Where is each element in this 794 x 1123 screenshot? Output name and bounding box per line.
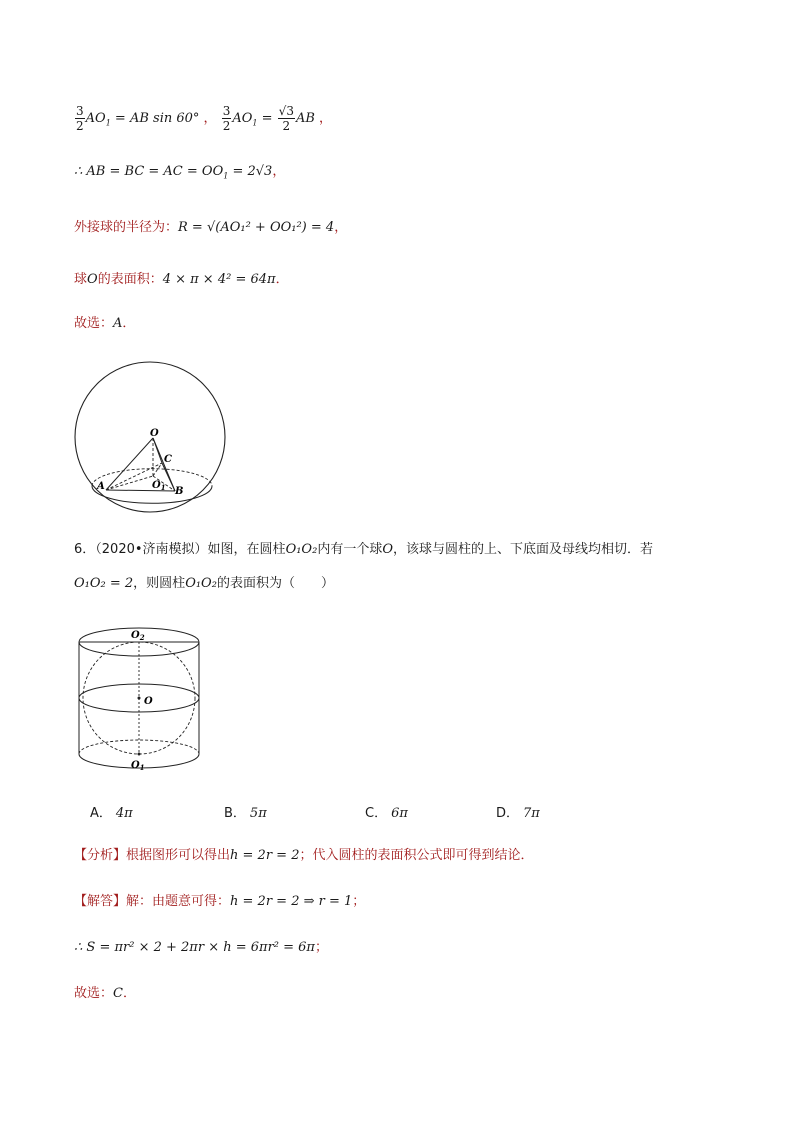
option-a[interactable]: A． 4π — [90, 806, 133, 821]
label-O: O — [144, 696, 153, 707]
option-d[interactable]: D． 7π — [496, 806, 540, 821]
equator-front — [79, 698, 199, 712]
solution-line-2: ∴ S = πr² × 2 + 2πr × h = 6πr² = 6π； — [74, 940, 328, 955]
problem-6-line-1: 6．（2020•济南模拟）如图，在圆柱O₁O₂内有一个球O，该球与圆柱的上、下底面及母线均相切．若 — [74, 542, 654, 557]
sphere-figure — [70, 356, 235, 516]
option-b[interactable]: B． 5π — [224, 806, 267, 821]
solution-line-3: 故选：C． — [74, 986, 136, 1001]
segment-AO — [106, 438, 153, 490]
label-B: B — [175, 486, 184, 497]
cylinder-figure — [70, 620, 210, 780]
fraction-sqrt3-2: $\frac{√3}{2}$ — [278, 104, 294, 133]
problem-6-line-2: O₁O₂ = 2，则圆柱O₁O₂的表面积为（ ） — [74, 576, 334, 591]
analysis-tag: 【分析】 — [74, 848, 127, 863]
fraction-3-2-b: $\frac{3}{2}$ — [222, 104, 231, 133]
fraction-3-2: $\frac{3}{2}$ — [76, 104, 84, 133]
analysis-line: 【分析】根据图形可以得出h = 2r = 2；代入圆柱的表面积公式即可得到结论． — [74, 848, 534, 863]
work-line-1: $\frac{3}{2}$ $AO_1$ = AB sin 60° ， $\frac{3}{2}$ $AO_1$ = $\frac{√3}{2}$ AB ， — [76, 104, 333, 133]
label-O2: $O_2$ — [131, 630, 145, 642]
label-C: C — [164, 454, 172, 465]
label-A: A — [97, 481, 105, 492]
label-O1: $O_1$ — [131, 760, 145, 772]
label-O1: $O_1$ — [152, 480, 166, 492]
label-O: O — [150, 428, 159, 439]
center-point — [138, 697, 141, 700]
work-line-2: ∴ AB = BC = AC = $OO_1 = 2√3$， — [74, 164, 286, 181]
option-c[interactable]: C． 6π — [365, 806, 408, 821]
work-line-5: 故选：A． — [74, 316, 136, 331]
work-line-4: 球O的表面积：4 × π × 4² = 64π． — [74, 272, 289, 287]
work-line-3: 外接球的半径为：R = √(AO₁² + OO₁²) = 4， — [74, 220, 348, 235]
segment-AO1 — [106, 476, 153, 490]
bottom-center-point — [138, 753, 141, 756]
solution-line-1: 【解答】解：由题意可得：h = 2r = 2 ⇒ r = 1； — [74, 894, 366, 909]
solution-tag: 【解答】 — [74, 894, 127, 909]
